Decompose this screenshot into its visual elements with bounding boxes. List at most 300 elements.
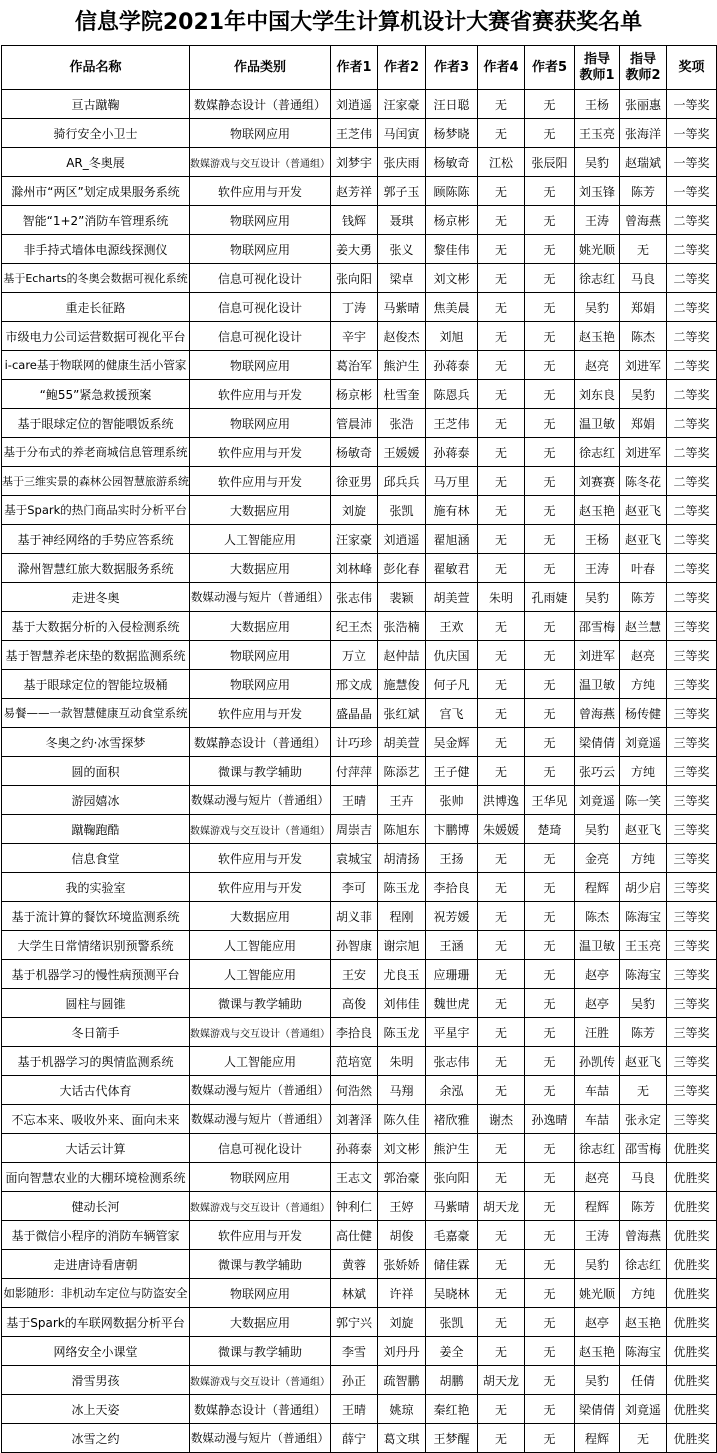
cell-advisor-2: 郑娟 [620, 293, 667, 322]
cell-category: 人工智能应用 [190, 960, 331, 989]
cell-advisor-1: 王玉亮 [575, 119, 620, 148]
cell-category: 物联网应用 [190, 641, 331, 670]
cell-advisor-1: 赵玉艳 [575, 1337, 620, 1366]
cell-author-4: 无 [478, 873, 525, 902]
cell-author-3: 仇庆国 [426, 641, 478, 670]
cell-author-1: 郭宁兴 [331, 1308, 378, 1337]
cell-award: 二等奖 [667, 380, 717, 409]
cell-author-5: 张辰阳 [525, 148, 575, 177]
cell-work-name: 滁州市“两区”划定成果服务系统 [2, 177, 190, 206]
cell-author-1: 丁涛 [331, 293, 378, 322]
header-advisor-1: 指导教师1 [575, 46, 620, 90]
cell-author-1: 王芝伟 [331, 119, 378, 148]
cell-category: 信息可视化设计 [190, 293, 331, 322]
cell-category: 软件应用与开发 [190, 873, 331, 902]
cell-award: 一等奖 [667, 119, 717, 148]
cell-advisor-2: 吴豹 [620, 989, 667, 1018]
cell-author-1: 王晴 [331, 1395, 378, 1424]
cell-advisor-1: 徐志红 [575, 1134, 620, 1163]
cell-advisor-2: 方纯 [620, 670, 667, 699]
cell-award: 一等奖 [667, 177, 717, 206]
table-row [2, 960, 717, 989]
cell-advisor-1: 吴豹 [575, 1250, 620, 1279]
cell-award: 三等奖 [667, 786, 717, 815]
cell-author-5: 无 [525, 409, 575, 438]
cell-author-3: 胡鹏 [426, 1366, 478, 1395]
cell-award: 三等奖 [667, 670, 717, 699]
cell-author-2: 程刚 [378, 902, 426, 931]
cell-category: 数媒游戏与交互设计（普通组） [190, 1192, 331, 1221]
cell-award: 一等奖 [667, 148, 717, 177]
table-row [2, 206, 717, 235]
cell-author-3: 褚欣雅 [426, 1105, 478, 1134]
table-row [2, 148, 717, 177]
cell-advisor-2: 胡少启 [620, 873, 667, 902]
cell-advisor-1: 赵亮 [575, 351, 620, 380]
cell-author-1: 计巧珍 [331, 728, 378, 757]
header-advisor-2: 指导教师2 [620, 46, 667, 90]
cell-award: 三等奖 [667, 960, 717, 989]
table-row [2, 1395, 717, 1424]
cell-advisor-2: 赵玉艳 [620, 1308, 667, 1337]
cell-author-1: 刘旋 [331, 496, 378, 525]
cell-author-1: 袁城宝 [331, 844, 378, 873]
cell-category: 微课与教学辅助 [190, 1337, 331, 1366]
table-row [2, 554, 717, 583]
cell-author-2: 王婷 [378, 1192, 426, 1221]
cell-award: 三等奖 [667, 1076, 717, 1105]
cell-work-name: AR_冬奥展 [2, 148, 190, 177]
table-row [2, 467, 717, 496]
table-row [2, 409, 717, 438]
header-author-1: 作者1 [331, 46, 378, 90]
cell-author-4: 无 [478, 931, 525, 960]
table-row [2, 844, 717, 873]
cell-author-3: 刘旭 [426, 322, 478, 351]
cell-award: 三等奖 [667, 873, 717, 902]
cell-author-5: 无 [525, 496, 575, 525]
cell-award: 二等奖 [667, 438, 717, 467]
cell-author-3: 翟敏君 [426, 554, 478, 583]
cell-award: 三等奖 [667, 902, 717, 931]
cell-work-name: 市级电力公司运营数据可视化平台 [2, 322, 190, 351]
cell-work-name: 走进唐诗看唐朝 [2, 1250, 190, 1279]
cell-advisor-1: 刘竟遥 [575, 786, 620, 815]
table-row [2, 438, 717, 467]
cell-author-2: 汪家豪 [378, 90, 426, 119]
cell-author-4: 无 [478, 554, 525, 583]
cell-advisor-1: 温卫敏 [575, 670, 620, 699]
cell-advisor-1: 孙凯传 [575, 1047, 620, 1076]
cell-author-3: 毛嘉豪 [426, 1221, 478, 1250]
cell-author-5: 无 [525, 931, 575, 960]
cell-category: 数媒游戏与交互设计（普通组） [190, 815, 331, 844]
cell-award: 二等奖 [667, 206, 717, 235]
cell-award: 一等奖 [667, 90, 717, 119]
cell-author-3: 汪日聪 [426, 90, 478, 119]
cell-author-4: 无 [478, 119, 525, 148]
cell-author-3: 宫飞 [426, 699, 478, 728]
cell-award: 二等奖 [667, 264, 717, 293]
cell-author-4: 无 [478, 1279, 525, 1308]
cell-author-5: 无 [525, 322, 575, 351]
cell-advisor-2: 赵瑞斌 [620, 148, 667, 177]
cell-author-5: 无 [525, 293, 575, 322]
cell-author-4: 无 [478, 525, 525, 554]
cell-work-name: 圆柱与圆锥 [2, 989, 190, 1018]
cell-advisor-1: 赵玉艳 [575, 496, 620, 525]
cell-advisor-2: 方纯 [620, 844, 667, 873]
cell-author-5: 无 [525, 1279, 575, 1308]
table-row [2, 612, 717, 641]
cell-author-3: 黎佳伟 [426, 235, 478, 264]
cell-author-4: 无 [478, 1308, 525, 1337]
table-row [2, 380, 717, 409]
cell-advisor-2: 任倩 [620, 1366, 667, 1395]
cell-advisor-1: 姚光顺 [575, 1279, 620, 1308]
cell-advisor-2: 陈海宝 [620, 902, 667, 931]
cell-author-3: 顾陈陈 [426, 177, 478, 206]
cell-author-2: 施慧俊 [378, 670, 426, 699]
cell-category: 人工智能应用 [190, 1047, 331, 1076]
cell-award: 三等奖 [667, 699, 717, 728]
cell-author-3: 张帅 [426, 786, 478, 815]
cell-author-4: 无 [478, 989, 525, 1018]
cell-advisor-2: 无 [620, 1076, 667, 1105]
cell-author-1: 王志文 [331, 1163, 378, 1192]
table-row [2, 757, 717, 786]
cell-category: 软件应用与开发 [190, 467, 331, 496]
cell-advisor-1: 王涛 [575, 1221, 620, 1250]
cell-author-4: 无 [478, 1134, 525, 1163]
cell-advisor-1: 车喆 [575, 1105, 620, 1134]
cell-author-2: 赵俊杰 [378, 322, 426, 351]
cell-author-4: 无 [478, 322, 525, 351]
table-row [2, 496, 717, 525]
cell-advisor-1: 刘赛赛 [575, 467, 620, 496]
cell-author-1: 盛晶晶 [331, 699, 378, 728]
table-row [2, 1047, 717, 1076]
cell-author-5: 无 [525, 612, 575, 641]
cell-author-5: 无 [525, 699, 575, 728]
cell-author-4: 无 [478, 293, 525, 322]
cell-author-4: 无 [478, 177, 525, 206]
cell-work-name: 基于微信小程序的消防车辆管家 [2, 1221, 190, 1250]
cell-author-4: 洪博逸 [478, 786, 525, 815]
cell-work-name: 基于机器学习的舆情监测系统 [2, 1047, 190, 1076]
table-header-row [2, 46, 717, 90]
table-row [2, 293, 717, 322]
cell-author-1: 钱辉 [331, 206, 378, 235]
cell-advisor-2: 赵亚飞 [620, 496, 667, 525]
cell-category: 数媒动漫与短片（普通组） [190, 786, 331, 815]
cell-author-5: 无 [525, 525, 575, 554]
cell-author-2: 刘伟佳 [378, 989, 426, 1018]
cell-award: 优胜奖 [667, 1424, 717, 1453]
cell-category: 数媒动漫与短片（普通组） [190, 1424, 331, 1453]
cell-work-name: 基于Echarts的冬奥会数据可视化系统 [2, 264, 190, 293]
cell-author-3: 王芝伟 [426, 409, 478, 438]
cell-author-1: 孙正 [331, 1366, 378, 1395]
cell-author-5: 无 [525, 902, 575, 931]
cell-advisor-1: 汪胜 [575, 1018, 620, 1047]
cell-work-name: 走进冬奥 [2, 583, 190, 612]
cell-category: 数媒静态设计（普通组） [190, 1395, 331, 1424]
cell-author-2: 王媛媛 [378, 438, 426, 467]
cell-author-2: 张红斌 [378, 699, 426, 728]
cell-work-name: 冰上天姿 [2, 1395, 190, 1424]
cell-award: 二等奖 [667, 496, 717, 525]
cell-author-2: 胡清扬 [378, 844, 426, 873]
cell-advisor-2: 徐志红 [620, 1250, 667, 1279]
cell-author-2: 马闰寅 [378, 119, 426, 148]
awards-table [1, 45, 717, 1453]
cell-advisor-1: 温卫敏 [575, 409, 620, 438]
cell-category: 物联网应用 [190, 351, 331, 380]
cell-author-3: 姜全 [426, 1337, 478, 1366]
cell-category: 物联网应用 [190, 1163, 331, 1192]
cell-author-1: 孙智康 [331, 931, 378, 960]
cell-author-2: 许祥 [378, 1279, 426, 1308]
cell-advisor-2: 张永定 [620, 1105, 667, 1134]
table-row [2, 699, 717, 728]
cell-award: 优胜奖 [667, 1163, 717, 1192]
cell-category: 物联网应用 [190, 1279, 331, 1308]
cell-work-name: 面向智慧农业的大棚环境检测系统 [2, 1163, 190, 1192]
cell-author-2: 杜雪奎 [378, 380, 426, 409]
cell-advisor-1: 王杨 [575, 525, 620, 554]
cell-advisor-2: 陈杰 [620, 322, 667, 351]
cell-author-4: 江松 [478, 148, 525, 177]
cell-category: 信息可视化设计 [190, 1134, 331, 1163]
cell-author-3: 王梦醒 [426, 1424, 478, 1453]
table-row [2, 583, 717, 612]
table-row [2, 1105, 717, 1134]
cell-author-3: 施有林 [426, 496, 478, 525]
cell-author-2: 赵仲喆 [378, 641, 426, 670]
cell-author-3: 何子凡 [426, 670, 478, 699]
table-row [2, 1163, 717, 1192]
cell-work-name: 大话云计算 [2, 1134, 190, 1163]
header-author-2: 作者2 [378, 46, 426, 90]
cell-category: 数媒静态设计（普通组） [190, 728, 331, 757]
cell-advisor-1: 张巧云 [575, 757, 620, 786]
cell-award: 优胜奖 [667, 1134, 717, 1163]
cell-author-4: 无 [478, 409, 525, 438]
cell-author-1: 刘逍遥 [331, 90, 378, 119]
cell-award: 三等奖 [667, 1047, 717, 1076]
cell-category: 数媒动漫与短片（普通组） [190, 1105, 331, 1134]
cell-advisor-2: 郑娟 [620, 409, 667, 438]
cell-advisor-1: 程辉 [575, 1424, 620, 1453]
cell-category: 数媒动漫与短片（普通组） [190, 583, 331, 612]
cell-author-3: 祝芳媛 [426, 902, 478, 931]
cell-author-5: 无 [525, 1250, 575, 1279]
cell-author-4: 无 [478, 844, 525, 873]
cell-author-1: 高仕健 [331, 1221, 378, 1250]
header-author-4: 作者4 [478, 46, 525, 90]
cell-author-4: 无 [478, 1047, 525, 1076]
cell-author-4: 无 [478, 1395, 525, 1424]
cell-advisor-2: 方纯 [620, 757, 667, 786]
cell-author-5: 无 [525, 844, 575, 873]
cell-author-5: 无 [525, 1308, 575, 1337]
cell-author-3: 焦美晨 [426, 293, 478, 322]
cell-advisor-2: 马良 [620, 264, 667, 293]
cell-author-3: 杨京彬 [426, 206, 478, 235]
cell-author-2: 张浩 [378, 409, 426, 438]
cell-category: 信息可视化设计 [190, 264, 331, 293]
cell-category: 数媒静态设计（普通组） [190, 90, 331, 119]
cell-author-5: 孔雨婕 [525, 583, 575, 612]
cell-work-name: 基于机器学习的慢性病预测平台 [2, 960, 190, 989]
cell-author-3: 王扬 [426, 844, 478, 873]
cell-advisor-1: 吴豹 [575, 815, 620, 844]
cell-author-1: 葛治军 [331, 351, 378, 380]
cell-award: 优胜奖 [667, 1308, 717, 1337]
header-category: 作品类别 [190, 46, 331, 90]
cell-advisor-2: 邵雪梅 [620, 1134, 667, 1163]
cell-author-3: 张志伟 [426, 1047, 478, 1076]
cell-advisor-1: 程辉 [575, 1192, 620, 1221]
cell-author-4: 无 [478, 1221, 525, 1250]
cell-category: 数媒动漫与短片（普通组） [190, 1076, 331, 1105]
cell-author-5: 无 [525, 757, 575, 786]
table-row [2, 1076, 717, 1105]
cell-award: 二等奖 [667, 293, 717, 322]
cell-award: 优胜奖 [667, 1366, 717, 1395]
cell-work-name: 基于眼球定位的智能垃圾桶 [2, 670, 190, 699]
table-row [2, 931, 717, 960]
cell-award: 优胜奖 [667, 1221, 717, 1250]
cell-work-name: 基于神经网络的手势应答系统 [2, 525, 190, 554]
cell-advisor-2: 张丽惠 [620, 90, 667, 119]
cell-work-name: 信息食堂 [2, 844, 190, 873]
cell-category: 软件应用与开发 [190, 438, 331, 467]
cell-advisor-1: 吴豹 [575, 293, 620, 322]
cell-author-4: 胡天龙 [478, 1366, 525, 1395]
cell-advisor-1: 刘东良 [575, 380, 620, 409]
cell-author-1: 杨敏奇 [331, 438, 378, 467]
cell-author-4: 朱媛媛 [478, 815, 525, 844]
cell-author-5: 无 [525, 670, 575, 699]
cell-award: 三等奖 [667, 757, 717, 786]
cell-author-5: 无 [525, 1192, 575, 1221]
cell-author-1: 王安 [331, 960, 378, 989]
table-row [2, 989, 717, 1018]
cell-author-4: 无 [478, 1337, 525, 1366]
cell-author-1: 周崇吉 [331, 815, 378, 844]
cell-author-3: 孙蒋泰 [426, 438, 478, 467]
cell-author-3: 吴晓林 [426, 1279, 478, 1308]
cell-work-name: 不忘本来、吸收外来、面向未来 [2, 1105, 190, 1134]
cell-category: 物联网应用 [190, 119, 331, 148]
cell-work-name: 骑行安全小卫士 [2, 119, 190, 148]
cell-author-1: 刘梦宇 [331, 148, 378, 177]
cell-advisor-2: 刘进军 [620, 438, 667, 467]
cell-author-5: 无 [525, 438, 575, 467]
cell-advisor-1: 王杨 [575, 90, 620, 119]
cell-advisor-2: 陈一笑 [620, 786, 667, 815]
cell-advisor-1: 徐志红 [575, 438, 620, 467]
cell-advisor-1: 徐志红 [575, 264, 620, 293]
cell-author-2: 马翔 [378, 1076, 426, 1105]
cell-author-1: 黄蓉 [331, 1250, 378, 1279]
cell-author-4: 无 [478, 728, 525, 757]
cell-author-2: 郭治豪 [378, 1163, 426, 1192]
cell-author-5: 无 [525, 1076, 575, 1105]
cell-author-5: 无 [525, 1366, 575, 1395]
cell-author-2: 刘旋 [378, 1308, 426, 1337]
cell-category: 数媒游戏与交互设计（普通组） [190, 148, 331, 177]
table-row [2, 1018, 717, 1047]
cell-category: 大数据应用 [190, 554, 331, 583]
cell-author-3: 王子健 [426, 757, 478, 786]
cell-author-1: 刘林峰 [331, 554, 378, 583]
cell-category: 软件应用与开发 [190, 177, 331, 206]
cell-author-1: 胡义菲 [331, 902, 378, 931]
table-row [2, 90, 717, 119]
cell-author-3: 平星宇 [426, 1018, 478, 1047]
cell-advisor-1: 赵亭 [575, 960, 620, 989]
table-row [2, 670, 717, 699]
cell-advisor-1: 王涛 [575, 206, 620, 235]
cell-advisor-2: 赵兰慧 [620, 612, 667, 641]
cell-work-name: 基于眼球定位的智能喂饭系统 [2, 409, 190, 438]
cell-author-5: 王华见 [525, 786, 575, 815]
cell-author-2: 陈旭东 [378, 815, 426, 844]
cell-work-name: 滑雪男孩 [2, 1366, 190, 1395]
cell-author-3: 杨敏奇 [426, 148, 478, 177]
cell-author-2: 尤良玉 [378, 960, 426, 989]
cell-author-4: 无 [478, 612, 525, 641]
cell-author-1: 范培宽 [331, 1047, 378, 1076]
cell-work-name: 圆的面积 [2, 757, 190, 786]
cell-award: 优胜奖 [667, 1279, 717, 1308]
cell-author-1: 邢文成 [331, 670, 378, 699]
cell-award: 二等奖 [667, 409, 717, 438]
cell-author-4: 无 [478, 641, 525, 670]
cell-author-5: 无 [525, 380, 575, 409]
cell-author-1: 李雪 [331, 1337, 378, 1366]
cell-author-2: 张义 [378, 235, 426, 264]
cell-author-2: 刘丹丹 [378, 1337, 426, 1366]
cell-work-name: 冬奥之约·冰雪探梦 [2, 728, 190, 757]
cell-advisor-2: 王玉亮 [620, 931, 667, 960]
table-row [2, 119, 717, 148]
cell-award: 三等奖 [667, 844, 717, 873]
cell-work-name: 健动长河 [2, 1192, 190, 1221]
cell-author-1: 钟利仁 [331, 1192, 378, 1221]
table-row [2, 1337, 717, 1366]
cell-author-4: 朱明 [478, 583, 525, 612]
cell-advisor-1: 车喆 [575, 1076, 620, 1105]
cell-advisor-2: 叶春 [620, 554, 667, 583]
cell-author-1: 刘著泽 [331, 1105, 378, 1134]
header-author-5: 作者5 [525, 46, 575, 90]
cell-category: 信息可视化设计 [190, 322, 331, 351]
cell-work-name: 智能“1+2”消防车管理系统 [2, 206, 190, 235]
cell-author-2: 梁卓 [378, 264, 426, 293]
cell-author-1: 纪王杰 [331, 612, 378, 641]
cell-author-3: 熊沪生 [426, 1134, 478, 1163]
cell-advisor-2: 陈冬花 [620, 467, 667, 496]
cell-advisor-1: 温卫敏 [575, 931, 620, 960]
table-row [2, 1279, 717, 1308]
cell-advisor-2: 刘进军 [620, 351, 667, 380]
cell-author-5: 无 [525, 90, 575, 119]
cell-work-name: i-care基于物联网的健康生活小管家 [2, 351, 190, 380]
